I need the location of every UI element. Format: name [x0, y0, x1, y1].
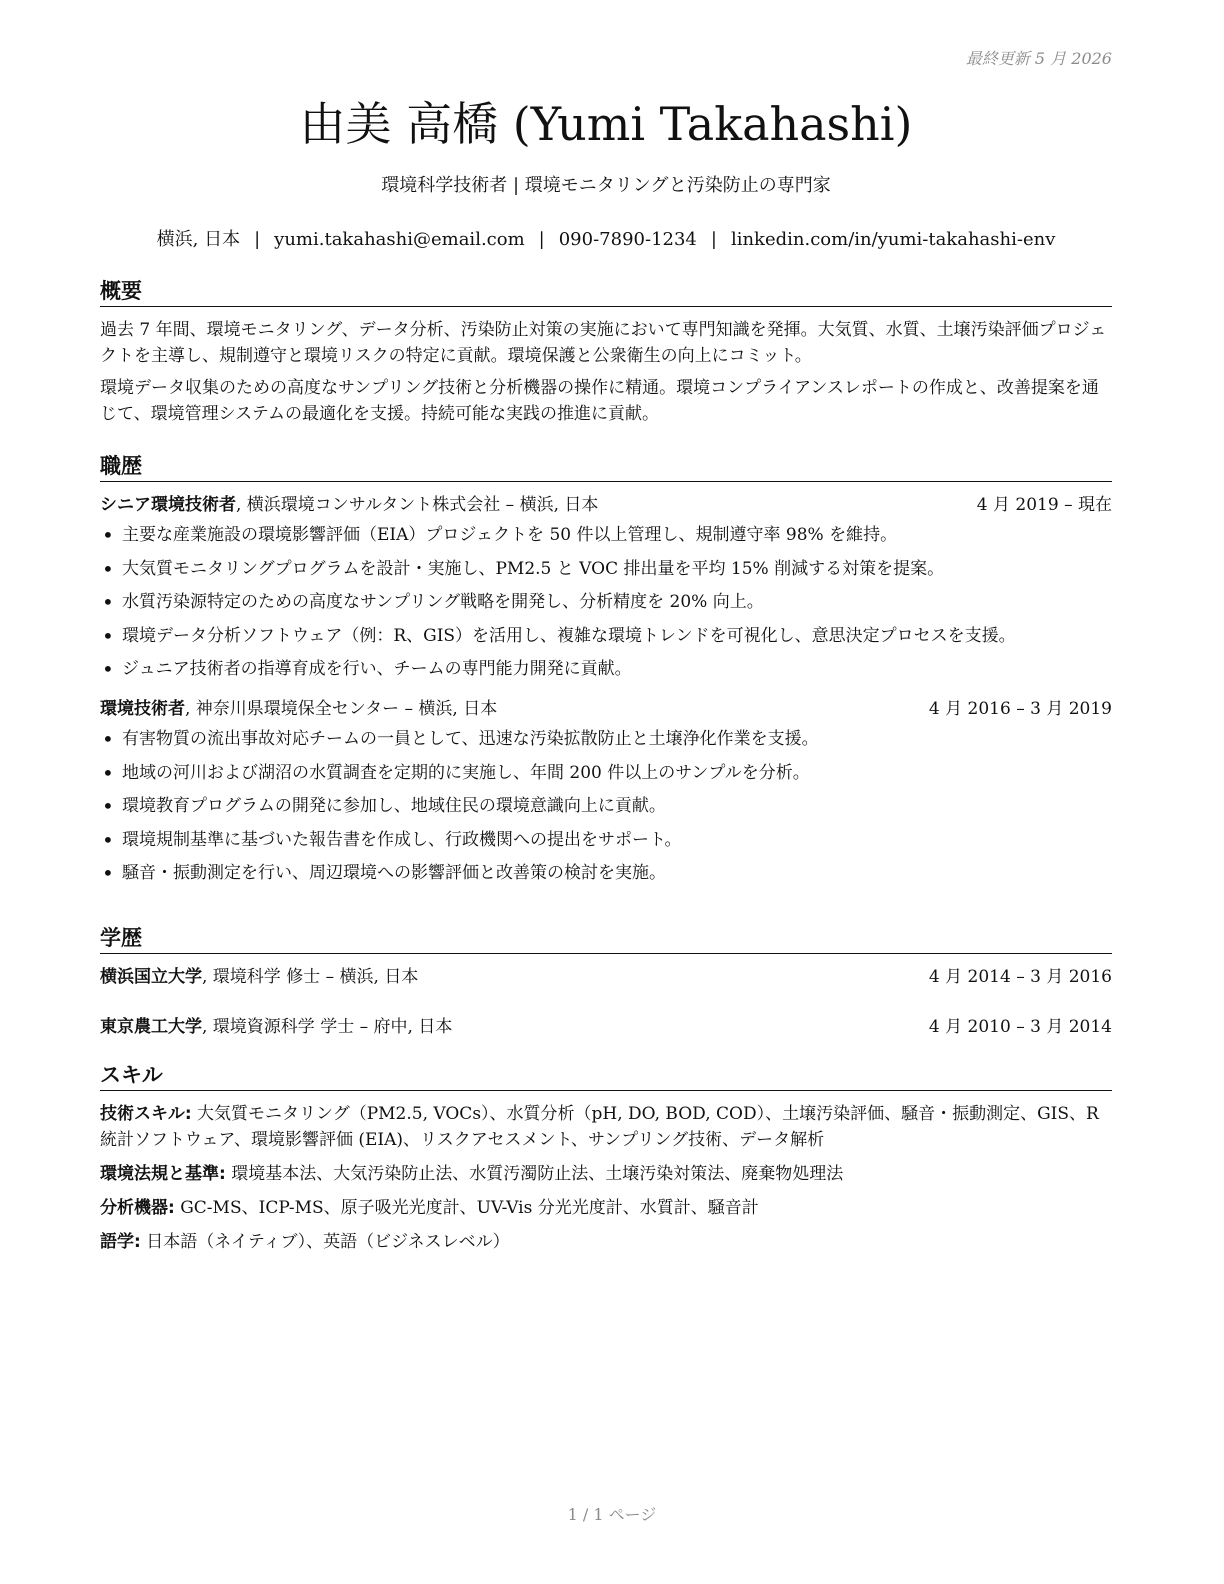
- contact-linkedin[interactable]: linkedin.com/in/yumi-takahashi-env: [730, 229, 1056, 250]
- job-dates: 4 月 2019 – 現在: [976, 495, 1112, 515]
- skill-line-languages: [100, 1229, 1112, 1255]
- job-bullet: • 環境規制基準に基づいた報告書を作成し、行政機関への提出をサポート。: [100, 827, 1112, 853]
- skill-label: 技術スキル:: [100, 1104, 192, 1124]
- job-bullet: • ジュニア技術者の指導育成を行い、チームの専門能力開発に貢献。: [100, 656, 1112, 682]
- section-title-skills: スキル: [100, 1062, 1112, 1091]
- job-title-line: [100, 696, 497, 722]
- job-role: シニア環境技術者: [100, 495, 236, 515]
- job-dates: 4 月 2016 – 3 月 2019: [928, 699, 1112, 719]
- section-title-summary: 概要: [100, 278, 1112, 307]
- education-section: [100, 925, 1112, 1040]
- skill-text: 大気質モニタリング（PM2.5, VOCs）、水質分析（pH, DO, BOD, COD）、土壌汚染評価、騒音・振動測定、GIS、R 統計ソフトウェア、環境影響評価 (EIA)、リスクアセスメント、サンプリング技術、データ解析: [100, 1104, 1099, 1150]
- skill-label: 語学:: [100, 1232, 141, 1252]
- job-entry: [100, 492, 1112, 682]
- summary-paragraph: 過去 7 年間、環境モニタリング、データ分析、汚染防止対策の実施において専門知識を発揮。大気質、水質、土壌汚染評価プロジェクトを主導し、規制遵守と環境リスクの特定に貢献。環境保護と公衆衛生の向上にコミット。: [100, 320, 1107, 366]
- education-entry: [100, 1014, 1112, 1040]
- skill-label: 環境法規と基準:: [100, 1164, 226, 1184]
- job-bullet: • 環境データ分析ソフトウェア（例：R、GIS）を活用し、複雑な環境トレンドを可視化し、意思決定プロセスを支援。: [100, 623, 1112, 649]
- page-number: 1 / 1 ページ: [567, 1505, 657, 1524]
- education-dates: 4 月 2010 – 3 月 2014: [928, 1017, 1112, 1037]
- job-bullet: • 主要な産業施設の環境影響評価（EIA）プロジェクトを 50 件以上管理し、規制遵守率 98% を維持。: [100, 522, 1112, 548]
- education-school: 横浜国立大学: [100, 967, 202, 987]
- skill-label: 分析機器:: [100, 1198, 175, 1218]
- job-bullet: • 水質汚染源特定のための高度なサンプリング戦略を開発し、分析精度を 20% 向上。: [100, 589, 1112, 615]
- updated-date: 最終更新 5 月 2026: [965, 49, 1112, 68]
- job-bullets: [100, 726, 1112, 886]
- section-title-experience: 職歴: [100, 453, 1112, 482]
- job-entry: [100, 696, 1112, 886]
- job-title-line: [100, 492, 598, 518]
- job-bullet: • 地域の河川および湖沼の水質調査を定期的に実施し、年間 200 件以上のサンプルを分析。: [100, 760, 1112, 786]
- summary-paragraph: 環境データ収集のための高度なサンプリング技術と分析機器の操作に精通。環境コンプライアンスレポートの作成と、改善提案を通じて、環境管理システムの最適化を支援。持続可能な実践の推進に貢献。: [100, 378, 1099, 424]
- skill-line-instruments: [100, 1195, 1112, 1221]
- skill-line-technical: [100, 1101, 1112, 1153]
- contact-location: 横浜, 日本: [156, 229, 241, 250]
- education-detail: , 環境科学 修士 – 横浜, 日本: [202, 967, 419, 987]
- skill-text: GC-MS、ICP-MS、原子吸光光度計、UV-Vis 分光光度計、水質計、騒音計: [174, 1198, 759, 1218]
- job-bullets: [100, 522, 1112, 682]
- skill-line-regulations: [100, 1161, 1112, 1187]
- job-header: [100, 492, 1112, 518]
- contact-separator: |: [538, 229, 545, 250]
- contact-email[interactable]: yumi.takahashi@email.com: [274, 229, 525, 250]
- education-school: 東京農工大学: [100, 1017, 202, 1037]
- education-title-line: [100, 1014, 452, 1040]
- contact-separator: |: [710, 229, 717, 250]
- job-bullet: • 環境教育プログラムの開発に参加し、地域住民の環境意識向上に貢献。: [100, 793, 1112, 819]
- job-org: , 横浜環境コンサルタント株式会社 – 横浜, 日本: [236, 495, 599, 515]
- education-title-line: [100, 964, 418, 990]
- education-detail: , 環境資源科学 学士 – 府中, 日本: [202, 1017, 453, 1037]
- skill-text: 環境基本法、大気汚染防止法、水質汚濁防止法、土壌汚染対策法、廃棄物処理法: [225, 1164, 844, 1184]
- candidate-name: 由美 高橋 (Yumi Takahashi): [299, 97, 913, 151]
- candidate-subtitle: 環境科学技術者 | 環境モニタリングと汚染防止の専門家: [381, 175, 831, 196]
- experience-section: [100, 453, 1112, 894]
- skills-section: [100, 1062, 1112, 1263]
- contact-phone: 090-7890-1234: [558, 229, 697, 250]
- contact-line: [100, 225, 1112, 251]
- job-role: 環境技術者: [100, 699, 185, 719]
- job-bullet: • 有害物質の流出事故対応チームの一員として、迅速な汚染拡散防止と土壌浄化作業を支援。: [100, 726, 1112, 752]
- job-org: , 神奈川県環境保全センター – 横浜, 日本: [185, 699, 498, 719]
- job-bullet: • 騒音・振動測定を行い、周辺環境への影響評価と改善策の検討を実施。: [100, 860, 1112, 886]
- education-dates: 4 月 2014 – 3 月 2016: [928, 967, 1112, 987]
- contact-separator: |: [254, 229, 261, 250]
- job-bullet: • 大気質モニタリングプログラムを設計・実施し、PM2.5 と VOC 排出量を平均 15% 削減する対策を提案。: [100, 556, 1112, 582]
- summary-section: [100, 278, 1112, 433]
- job-header: [100, 696, 1112, 722]
- skill-text: 日本語（ネイティブ）、英語（ビジネスレベル）: [140, 1232, 510, 1252]
- section-title-education: 学歴: [100, 925, 1112, 954]
- education-entry: [100, 964, 1112, 990]
